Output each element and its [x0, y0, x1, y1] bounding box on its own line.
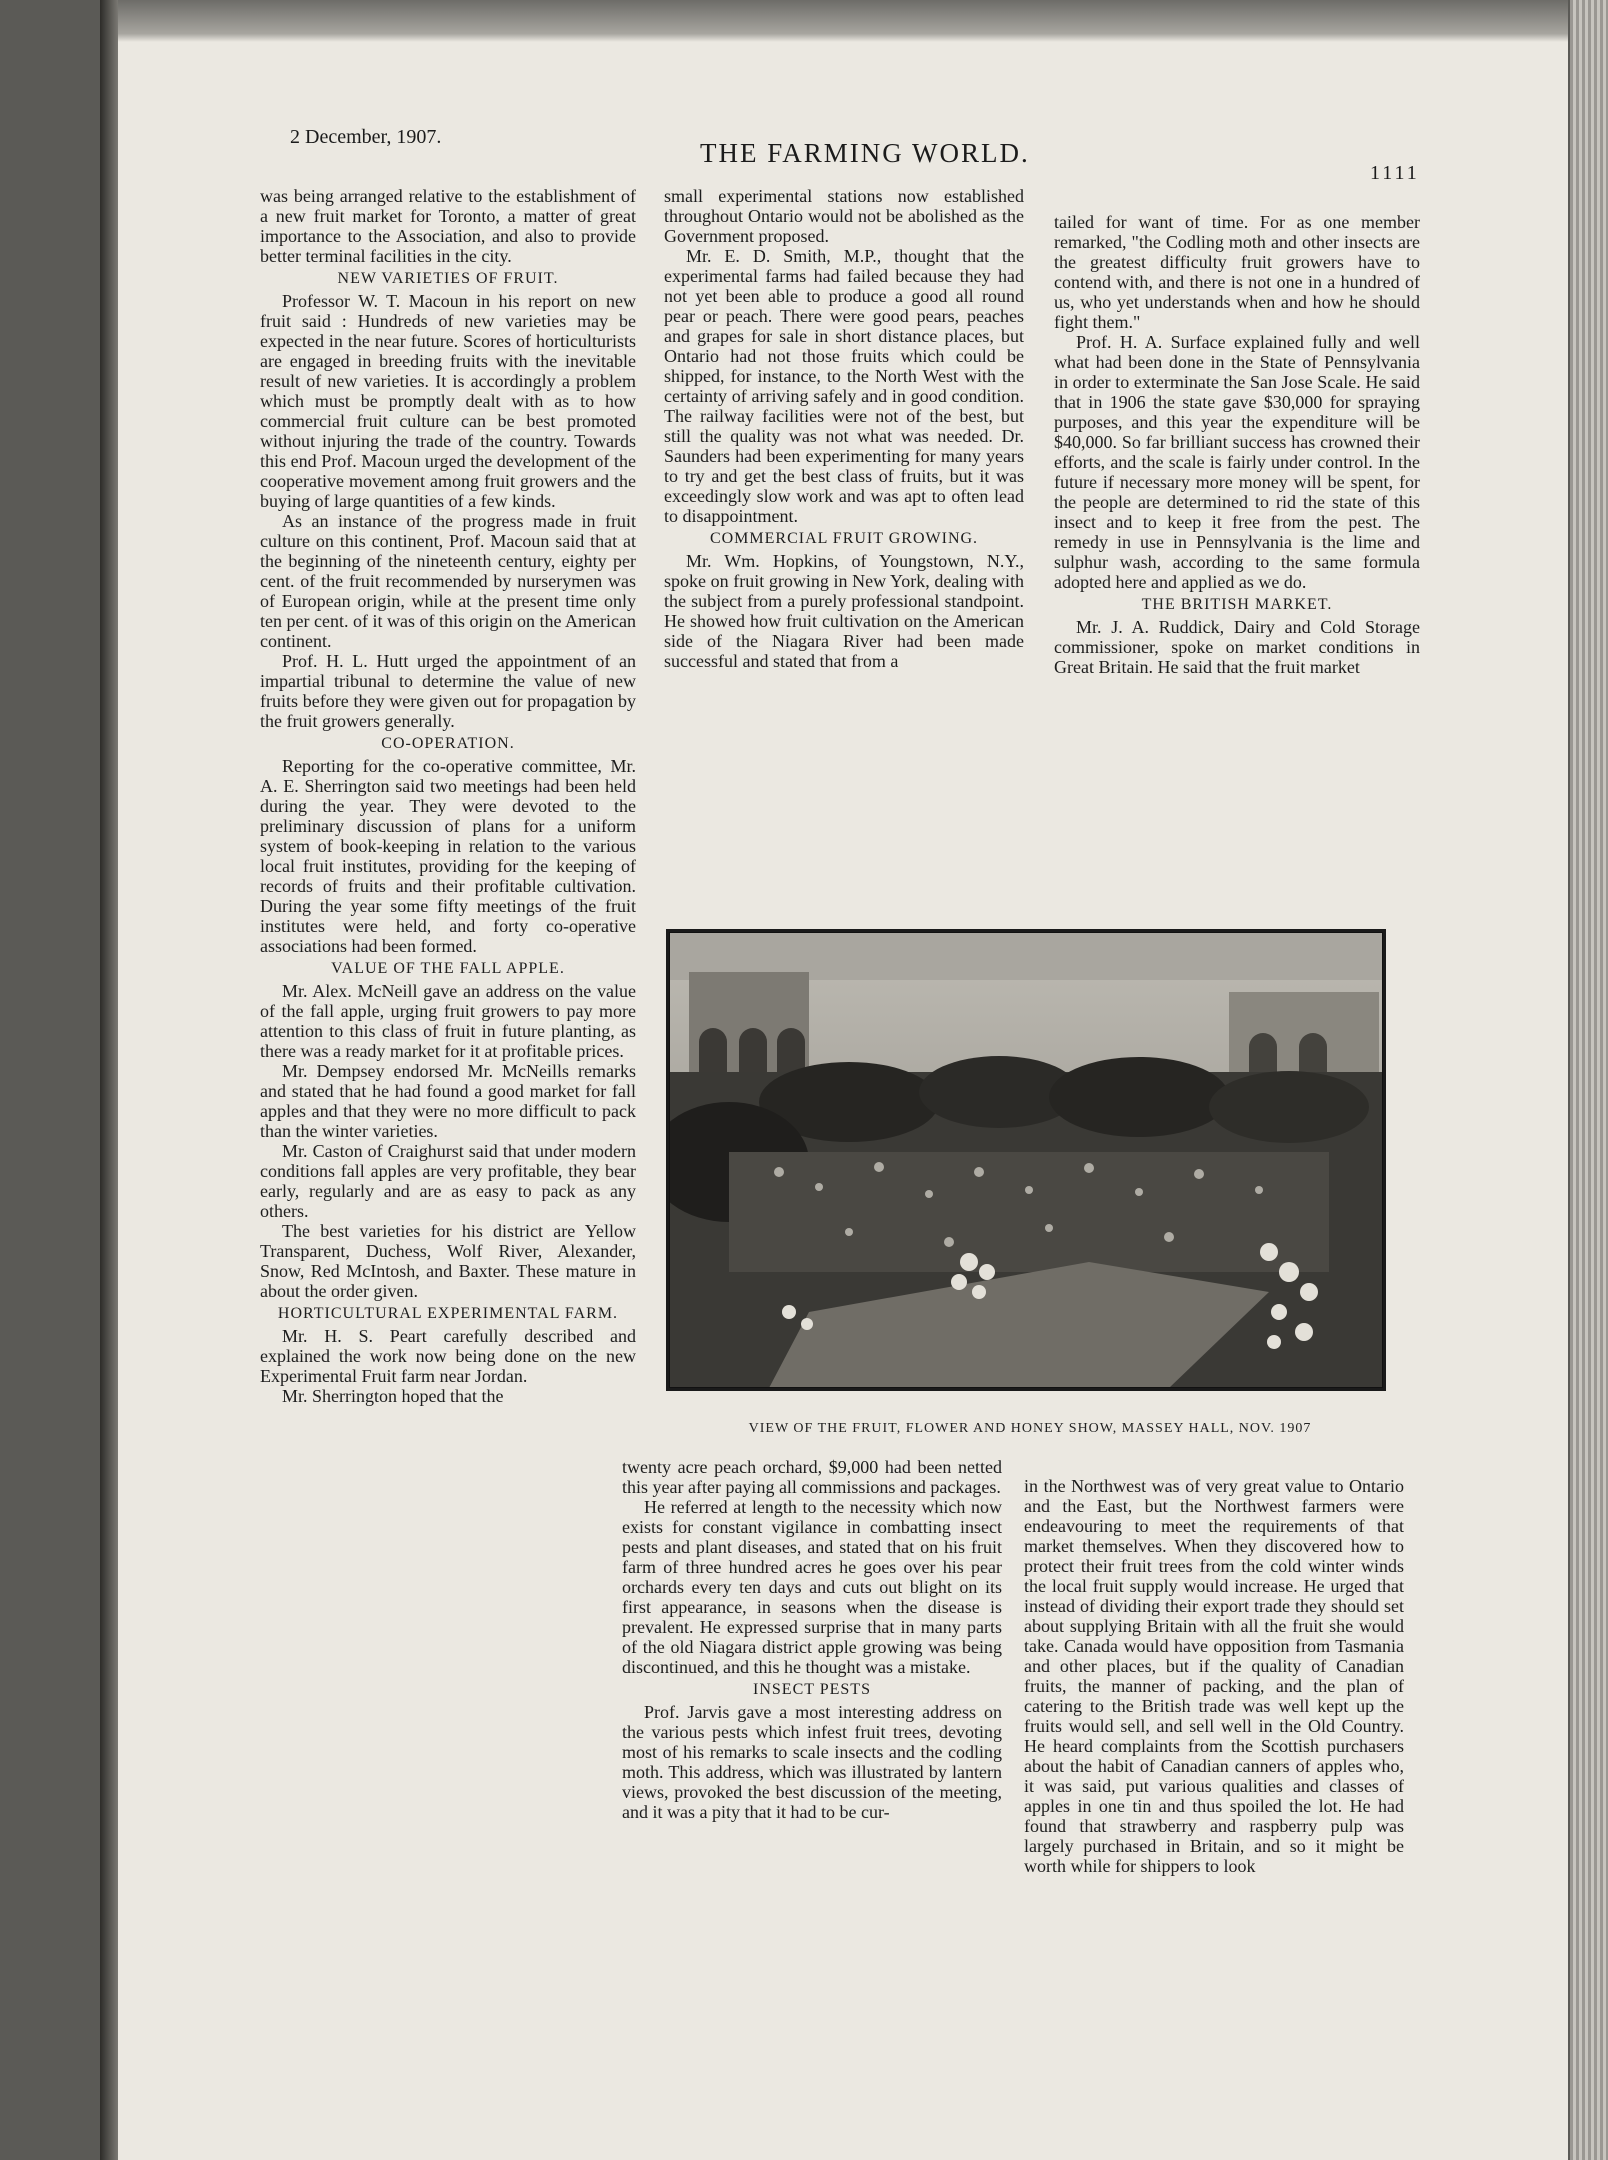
paragraph: Mr. H. S. Peart carefully described and explained the work now being done on the new Experimental Fruit farm near Jordan.	[260, 1326, 636, 1386]
page-number: 1111	[1370, 162, 1420, 184]
section-heading: NEW VARIETIES OF FRUIT.	[337, 270, 559, 287]
paragraph: Professor W. T. Macoun in his report on new fruit said : Hundreds of new varieties may be expected in the near future. Scores of horticulturists are engaged in breeding fruits with the inevitable result of new varieties. It is accordingly a problem which must be promptly dealt with as to how commercial fruit culture can be best promoted without injuring the trade of the country. Towards this end Prof. Macoun urged the development of the cooperative movement among fruit growers and the buying of large quantities of a few kinds.	[260, 291, 636, 511]
paragraph: Mr. E. D. Smith, M.P., thought that the experimental farms had failed because they had not yet been able to produce a good all round pear or peach. There were good pears, peaches and grapes for sale in short distance places, but Ontario had not those fruits which could be shipped, for instance, to the North West with the certainty of arriving safely and in good condition. The railway facilities were not of the best, but still the quality was not what was needed. Dr. Saunders had been experimenting for many years to try and get the best class of fruits, but it was exceedingly slow work and was apt to often lead to disappointment.	[664, 246, 1024, 526]
section-heading: VALUE OF THE FALL APPLE.	[331, 960, 565, 977]
paragraph: Mr. Sherrington hoped that the	[282, 1386, 504, 1406]
paragraph: tailed for want of time. For as one member remarked, "the Codling moth and other insects are the greatest difficulty fruit growers have to contend with, and there is not one in a hundred of us, who yet understands when and how he should fight them."	[1054, 212, 1420, 332]
column-middle-bottom	[622, 1457, 1002, 1822]
column-middle-top	[664, 186, 1024, 671]
paragraph: Reporting for the co-operative committee, Mr. A. E. Sherrington said two meetings had been held during the year. They were devoted to the preliminary discussion of plans for a uniform system of book-keeping in relation to the various local fruit institutes, providing for the keeping of records of fruits and their profitable cultivation. During the year some fifty meetings of the fruit institutes were held, and forty co-operative associations had been formed.	[260, 756, 636, 956]
paragraph: Prof. H. L. Hutt urged the appointment of an impartial tribunal to determine the value of new fruits before they were given out for propagation by the fruit growers generally.	[260, 651, 636, 731]
page-edges	[1570, 0, 1608, 2160]
scan-shadow	[118, 0, 1568, 42]
paragraph: small experimental stations now established throughout Ontario would not be abolished as the Government proposed.	[664, 186, 1024, 246]
paragraph: He referred at length to the necessity which now exists for constant vigilance in combatting insect pests and plant diseases, and stated that on his fruit farm of three hundred acres he goes over his pear orchards every ten days and cuts out blight on its first appearance, in seasons when the disease is prevalent. He expressed surprise that in many parts of the old Niagara district apple growing was being discontinued, and this he thought was a mistake.	[622, 1497, 1002, 1677]
paragraph: As an instance of the progress made in fruit culture on this continent, Prof. Macoun said that at the beginning of the nineteenth century, eighty per cent. of the fruit recommended by nurserymen was of European origin, while at the present time only ten per cent. of it was of this origin on the American continent.	[260, 511, 636, 651]
paragraph: Mr. J. A. Ruddick, Dairy and Cold Storage commissioner, spoke on market conditions in Great Britain. He said that the fruit market	[1054, 617, 1420, 677]
photo-caption: VIEW OF THE FRUIT, FLOWER AND HONEY SHOW, MASSEY HALL, NOV. 1907	[748, 1421, 1312, 1436]
paragraph: Mr. Dempsey endorsed Mr. McNeills remarks and stated that he had found a good market for fall apples and that they were no more difficult to pack than the winter varieties.	[260, 1061, 636, 1141]
paragraph: Mr. Wm. Hopkins, of Youngstown, N.Y., spoke on fruit growing in New York, dealing with the subject from a purely professional standpoint. He showed how fruit cultivation on the American side of the Niagara River had been made successful and stated that from a	[664, 551, 1024, 671]
paragraph: twenty acre peach orchard, $9,000 had been netted this year after paying all commissions and packages.	[622, 1457, 1002, 1497]
column-left	[260, 186, 636, 1406]
section-heading: HORTICULTURAL EXPERIMENTAL FARM.	[277, 1305, 619, 1322]
paragraph: Mr. Alex. McNeill gave an address on the value of the fall apple, urging fruit growers to pay more attention to this class of fruit in future planting, as there was a ready market for it at profitable prices.	[260, 981, 636, 1061]
paragraph: Mr. Caston of Craighurst said that under modern conditions fall apples are very profitable, they bear early, regularly and are as easy to pack as any others.	[260, 1141, 636, 1221]
exhibition-photograph	[666, 929, 1386, 1391]
column-right-bottom	[1024, 1476, 1404, 1876]
paragraph: was being arranged relative to the establishment of a new fruit market for Toronto, a matter of great importance to the Association, and also to provide better terminal facilities in the city.	[260, 186, 636, 266]
section-heading: THE BRITISH MARKET.	[1141, 596, 1333, 613]
paragraph: Prof. H. A. Surface explained fully and well what had been done in the State of Pennsylvania in order to exterminate the San Jose Scale. He said that in 1906 the state gave $30,000 for spraying purposes, and this year the expenditure will be $40,000. So far brilliant success has crowned their efforts, and the scale is fairly under control. In the future if necessary more money will be spent, for the people are determined to rid the state of this insect and to keep it free from the pest. The remedy in use in Pennsylvania is the lime and sulphur wash, according to the same formula adopted here and applied as we do.	[1054, 332, 1420, 592]
column-right-top	[1054, 212, 1420, 677]
section-heading: COMMERCIAL FRUIT GROWING.	[709, 530, 979, 547]
section-heading: CO-OPERATION.	[381, 735, 515, 752]
paragraph: Prof. Jarvis gave a most interesting address on the various pests which infest fruit trees, devoting most of his remarks to scale insects and the codling moth. This address, which was illustrated by lantern views, provoked the best discussion of the meeting, and it was a pity that it had to be cur-	[622, 1702, 1002, 1822]
paragraph: The best varieties for his district are Yellow Transparent, Duchess, Wolf River, Alexander, Snow, Red McIntosh, and Baxter. These mature in about the order given.	[260, 1221, 636, 1301]
paragraph: in the Northwest was of very great value to Ontario and the East, but the Northwest farmers were endeavouring to meet the requirements of that market themselves. When they discovered how to protect their fruit trees from the cold winter winds the local fruit supply would increase. He urged that instead of dividing their export trade they should set about supplying Britain with all the fruit she would take. Canada would have opposition from Tasmania and other places, but if the quality of Canadian fruits, the manner of packing, and the plan of catering to the British trade was well kept up the fruits would sell, and sell well in the Old Country. He heard complaints from the Scottish purchasers about the habit of Canadian canners of apples who, it was said, put various qualities and classes of apples in one tin and thus spoiled the lot. He had found that strawberry and raspberry pulp was largely purchased in Britain, and so it might be worth while for shippers to look	[1024, 1476, 1404, 1876]
issue-date: 2 December, 1907.	[290, 126, 442, 148]
section-heading: INSECT PESTS	[753, 1681, 871, 1698]
publication-title: THE FARMING WORLD.	[700, 138, 1030, 168]
